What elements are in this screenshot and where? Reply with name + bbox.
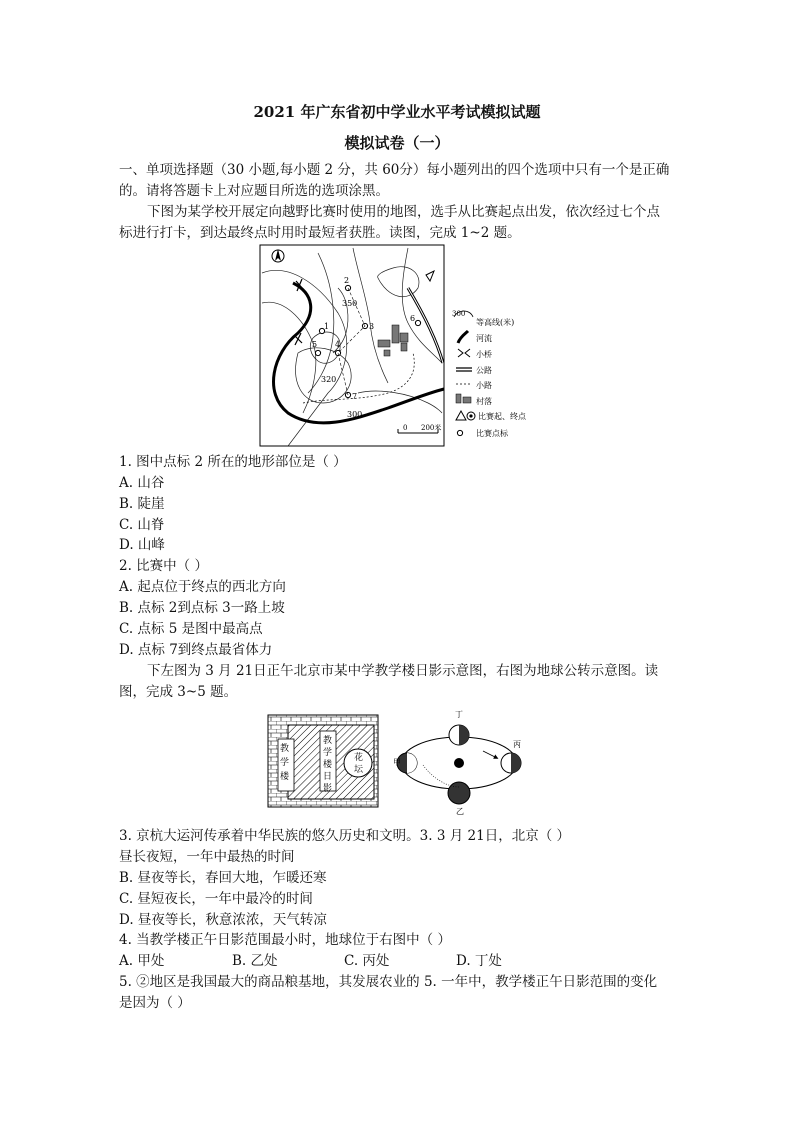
q2-option-d[interactable]: D. 点标 7到终点最省体力 (119, 642, 273, 658)
svg-text:楼: 楼 (323, 760, 333, 770)
q3-option-c[interactable]: C. 昼短夜长，一年中最冷的时间 (119, 891, 313, 907)
intro-b-line-1: 下左图为 3 月 21日正午北京市某中学教学楼日影示意图，右图为地球公转示意图。读 (147, 663, 659, 679)
point-label: 5 (312, 340, 318, 349)
building-shadow-figure (266, 713, 380, 809)
point-label: 6 (410, 314, 416, 323)
q2-option-c[interactable]: C. 点标 5 是图中最高点 (119, 621, 263, 637)
svg-text:学: 学 (280, 758, 290, 768)
svg-text:0: 0 (403, 424, 408, 432)
page-title: 2021 年广东省初中学业水平考试模拟试题 (253, 103, 541, 121)
svg-text:学: 学 (323, 748, 333, 758)
svg-text:花: 花 (354, 753, 364, 763)
svg-text:日: 日 (323, 772, 333, 782)
q1-option-c[interactable]: C. 山脊 (119, 517, 165, 533)
q1-option-d[interactable]: D. 山峰 (119, 537, 165, 553)
earth-right-icon (501, 753, 521, 773)
earth-revolution-figure (393, 707, 525, 817)
q2-stem: 2. 比赛中（ ） (119, 558, 208, 574)
q3-option-d[interactable]: D. 昼夜等长，秋意浓浓，天气转凉 (119, 912, 327, 928)
svg-text:坛: 坛 (354, 765, 364, 775)
q5-line-1: 5. ②地区是我国最大的商品粮基地，其发展农业的 5. 一年中，教学楼正午日影范围的变化 (119, 974, 658, 990)
svg-text:教: 教 (280, 744, 290, 754)
svg-text:乙: 乙 (456, 807, 464, 816)
bridge-icon (458, 349, 470, 357)
svg-text:楼: 楼 (280, 772, 290, 782)
q3-option-b[interactable]: B. 昼夜等长，春回大地，乍暖还寒 (119, 870, 327, 886)
svg-text:丁: 丁 (455, 710, 463, 719)
q2-option-b[interactable]: B. 点标 2到点标 3一路上坡 (119, 600, 285, 616)
building-label (280, 742, 290, 782)
orienteering-map-figure (258, 243, 538, 449)
q3-stem: 3. 京杭大运河传承着中华民族的悠久历史和文明。3. 3 月 21日，北京（ ） (119, 828, 570, 844)
highway-icon (456, 368, 472, 371)
svg-text:河流: 河流 (476, 334, 492, 343)
point-label: 1 (324, 322, 330, 331)
svg-text:村落: 村落 (476, 397, 492, 406)
q2-option-a[interactable]: A. 起点位于终点的西北方向 (119, 579, 286, 595)
point-label: 2 (344, 276, 350, 285)
river-icon (458, 331, 468, 343)
svg-text:350: 350 (342, 299, 358, 308)
sun-icon (454, 758, 464, 768)
svg-text:公路: 公路 (476, 366, 492, 375)
shadow-label (323, 734, 333, 794)
checkpoint-icon (457, 430, 462, 435)
svg-text:小桥: 小桥 (476, 350, 492, 359)
svg-text:丙: 丙 (513, 740, 521, 749)
q4-option-c[interactable]: C. 丙处 (344, 953, 390, 969)
q4-option-a[interactable]: A. 甲处 (119, 953, 165, 969)
svg-text:300: 300 (452, 310, 466, 318)
q1-option-a[interactable]: A. 山谷 (119, 475, 165, 491)
svg-text:比赛起、终点: 比赛起、终点 (478, 412, 526, 421)
q4-option-b[interactable]: B. 乙处 (232, 953, 278, 969)
village-icon (456, 394, 461, 403)
point-label: 7 (352, 392, 358, 401)
svg-text:等高线(米): 等高线(米) (476, 318, 515, 327)
page-subtitle: 模拟试卷（一） (344, 134, 450, 152)
svg-text:比赛点标: 比赛点标 (476, 429, 508, 438)
q4-option-d[interactable]: D. 丁处 (456, 953, 502, 969)
q1-option-b[interactable]: B. 陡崖 (119, 496, 165, 512)
start-triangle-icon (456, 411, 466, 420)
instruction-line-2: 的。请将答题卡上对应题目所选的选项涂黑。 (119, 183, 389, 199)
svg-text:教: 教 (323, 736, 333, 746)
intro-a-line-1: 下图为某学校开展定向越野比赛时使用的地图，选手从比赛起点出发，依次经过七个点 (147, 204, 660, 220)
svg-text:320: 320 (321, 375, 337, 384)
instruction-line-1: 一、单项选择题（30 小题,每小题 2 分，共 60分）每小题列出的四个选项中只有一个是正确 (119, 162, 670, 178)
svg-text:300: 300 (347, 410, 363, 419)
svg-text:200米: 200米 (421, 424, 442, 432)
q4-stem: 4. 当教学楼正午日影范围最小时，地球位于右图中（ ） (119, 932, 451, 948)
intro-a-line-2: 标进行打卡，到达最终点时用时最短者获胜。读图，完成 1~2 题。 (119, 225, 521, 241)
q5-line-2: 是因为（ ） (119, 995, 191, 1011)
svg-text:甲: 甲 (393, 758, 401, 767)
q3-option-a[interactable]: 昼长夜短，一年中最热的时间 (119, 849, 295, 865)
earth-bottom-icon (448, 782, 470, 804)
point-label: 3 (369, 322, 375, 331)
svg-text:影: 影 (323, 784, 333, 794)
intro-b-line-2: 图，完成 3~5 题。 (119, 684, 238, 700)
q1-stem: 1. 图中点标 2 所在的地形部位是（ ） (119, 454, 347, 470)
map-legend (452, 310, 527, 438)
point-label: 4 (335, 340, 341, 349)
earth-top-icon (449, 725, 469, 745)
svg-text:小路: 小路 (476, 381, 492, 390)
